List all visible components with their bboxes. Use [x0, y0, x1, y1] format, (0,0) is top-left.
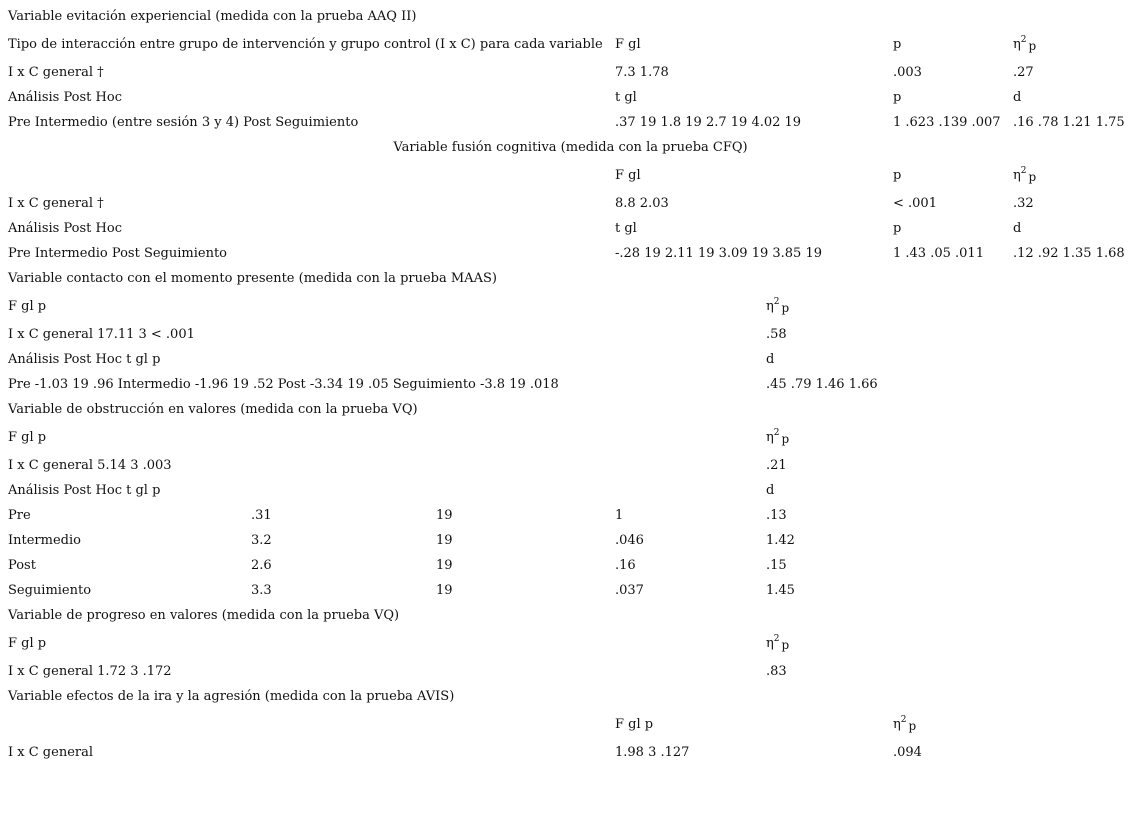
aaq-posthoc-row — [0, 113, 1141, 138]
eta-value: .83 — [766, 664, 787, 679]
p-value: .003 — [893, 65, 922, 80]
gl-value: 19 — [436, 533, 453, 548]
d-value: 1.42 — [766, 533, 795, 548]
row-label: Pre -1.03 19 .96 Intermedio -1.96 19 .52 Post -3.34 19 .05 Seguimiento -3.8 19 .018 — [8, 377, 559, 392]
vq-progress-header-row — [0, 634, 1141, 659]
maas-general-row — [0, 325, 1141, 350]
column-header-f-gl-p: F gl p — [8, 299, 47, 314]
row-label: Pre — [8, 508, 31, 523]
row-label: Análisis Post Hoc — [8, 90, 122, 105]
column-header-t-gl: t gl — [615, 90, 637, 105]
column-header-eta: $\eta^2$ $_p$ — [766, 428, 790, 446]
d-value: .15 — [766, 558, 787, 573]
d-value: .13 — [766, 508, 787, 523]
row-label: Análisis Post Hoc — [8, 221, 122, 236]
d-values: .45 .79 1.46 1.66 — [766, 377, 878, 392]
aaq-general-row — [0, 63, 1141, 88]
vq-obstruction-header-row — [0, 428, 1141, 453]
column-header-eta: $\eta^2$ $_p$ — [1013, 166, 1037, 184]
vq-obstruction-title-row — [0, 400, 1141, 425]
row-label: Pre Intermedio Post Seguimiento — [8, 246, 228, 261]
column-header-interaction: Tipo de interacción entre grupo de intervención y grupo control (I x C) para cada variable — [8, 37, 603, 52]
p-value: .037 — [615, 583, 644, 598]
eta-value: .27 — [1013, 65, 1034, 80]
vq-obstruction-posthoc-header-row — [0, 481, 1141, 506]
column-header-f-gl-p: F gl p — [8, 430, 47, 445]
column-header-d: d — [1013, 221, 1022, 236]
cfq-general-row — [0, 194, 1141, 219]
d-value: 1.45 — [766, 583, 795, 598]
f-gl-p-values: 1.98 3 .127 — [615, 745, 690, 760]
avis-header-row — [0, 715, 1141, 740]
row-label: I x C general † — [8, 65, 104, 80]
avis-title-row — [0, 687, 1141, 712]
column-header-f-gl: F gl — [615, 168, 641, 183]
eta-value: .094 — [893, 745, 922, 760]
vq-progress-general-row — [0, 662, 1141, 687]
row-label: Seguimiento — [8, 583, 92, 598]
cfq-posthoc-header-row — [0, 219, 1141, 244]
aaq-posthoc-header-row — [0, 88, 1141, 113]
section-title: Variable de obstrucción en valores (medida con la prueba VQ) — [8, 402, 418, 417]
section-title: Variable de progreso en valores (medida con la prueba VQ) — [8, 608, 400, 623]
aaq-header-row — [0, 35, 1141, 60]
row-label: Intermedio — [8, 533, 81, 548]
column-header-d: d — [766, 352, 775, 367]
column-header-eta: $\eta^2$ $_p$ — [766, 297, 790, 315]
vq-obstruction-general-row — [0, 456, 1141, 481]
row-label: I x C general 1.72 3 .172 — [8, 664, 172, 679]
eta-value: .58 — [766, 327, 787, 342]
row-label: Análisis Post Hoc t gl p — [8, 483, 161, 498]
aaq-title-row — [0, 7, 1141, 32]
p-value: .16 — [615, 558, 636, 573]
column-header-f-gl-p: F gl p — [8, 636, 47, 651]
row-label: Post — [8, 558, 36, 573]
column-header-p: p — [893, 37, 902, 52]
d-values: .12 .92 1.35 1.68 — [1013, 246, 1125, 261]
t-value: 3.2 — [251, 533, 272, 548]
p-values: 1 .43 .05 .011 — [893, 246, 984, 261]
table-row — [0, 556, 1141, 581]
column-header-d: d — [1013, 90, 1022, 105]
f-gl-value: 8.8 2.03 — [615, 196, 669, 211]
p-values: 1 .623 .139 .007 — [893, 115, 1001, 130]
row-label: Análisis Post Hoc t gl p — [8, 352, 161, 367]
row-label: Pre Intermedio (entre sesión 3 y 4) Post Seguimiento — [8, 115, 359, 130]
row-label: I x C general † — [8, 196, 104, 211]
row-label: I x C general — [8, 745, 94, 760]
maas-title-row — [0, 269, 1141, 294]
t-value: .31 — [251, 508, 272, 523]
gl-value: 19 — [436, 508, 453, 523]
table-row — [0, 531, 1141, 556]
column-header-d: d — [766, 483, 775, 498]
vq-progress-title-row — [0, 606, 1141, 631]
column-header-p: p — [893, 221, 902, 236]
column-header-p: p — [893, 90, 902, 105]
table-row — [0, 506, 1141, 531]
table-row — [0, 581, 1141, 606]
section-title: Variable contacto con el momento presente (medida con la prueba MAAS) — [8, 271, 497, 286]
section-title: Variable efectos de la ira y la agresión (medida con la prueba AVIS) — [8, 689, 455, 704]
row-label: I x C general 17.11 3 < .001 — [8, 327, 195, 342]
p-value: 1 — [615, 508, 624, 523]
avis-general-row — [0, 743, 1141, 768]
section-title: Variable evitación experiencial (medida con la prueba AAQ II) — [8, 9, 417, 24]
d-values: .16 .78 1.21 1.75 — [1013, 115, 1125, 130]
maas-posthoc-header-row — [0, 350, 1141, 375]
column-header-eta: $\eta^2$ $_p$ — [893, 715, 917, 733]
gl-value: 19 — [436, 583, 453, 598]
t-value: 2.6 — [251, 558, 272, 573]
t-value: 3.3 — [251, 583, 272, 598]
p-value: .046 — [615, 533, 644, 548]
eta-value: .32 — [1013, 196, 1034, 211]
row-label: I x C general 5.14 3 .003 — [8, 458, 172, 473]
column-header-f-gl-p: F gl p — [615, 717, 654, 732]
f-gl-value: 7.3 1.78 — [615, 65, 669, 80]
p-value: < .001 — [893, 196, 937, 211]
t-gl-values: .37 19 1.8 19 2.7 19 4.02 19 — [615, 115, 802, 130]
column-header-t-gl: t gl — [615, 221, 637, 236]
t-gl-values: -.28 19 2.11 19 3.09 19 3.85 19 — [615, 246, 822, 261]
column-header-eta: $\eta^2$ $_p$ — [1013, 35, 1037, 53]
column-header-f-gl: F gl — [615, 37, 641, 52]
cfq-header-row — [0, 166, 1141, 191]
section-title: Variable fusión cognitiva (medida con la prueba CFQ) — [393, 140, 748, 155]
column-header-eta: $\eta^2$ $_p$ — [766, 634, 790, 652]
maas-posthoc-row — [0, 375, 1141, 400]
maas-header-row — [0, 297, 1141, 322]
column-header-p: p — [893, 168, 902, 183]
cfq-posthoc-row — [0, 244, 1141, 269]
gl-value: 19 — [436, 558, 453, 573]
cfq-title-row — [0, 138, 1141, 163]
eta-value: .21 — [766, 458, 787, 473]
